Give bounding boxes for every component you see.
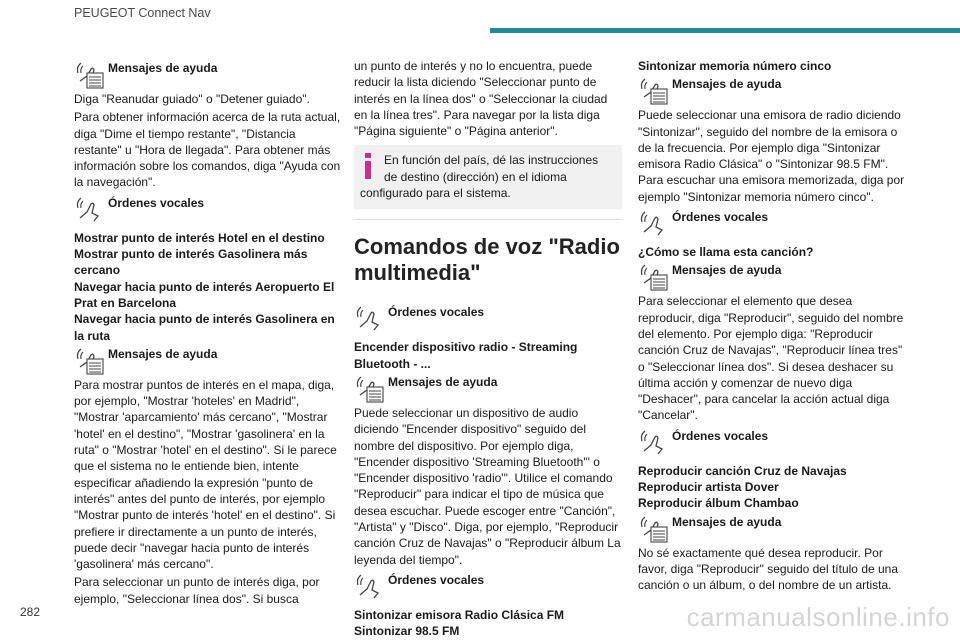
command-line: Sintonizar emisora Radio Clásica FM bbox=[354, 607, 565, 622]
command-line: Reproducir álbum Chambao bbox=[638, 496, 799, 511]
help-messages-heading bbox=[354, 372, 622, 403]
voice-commands-heading bbox=[354, 302, 622, 333]
command-line: Mostrar punto de interés Gasolinera más cercano bbox=[74, 247, 308, 278]
voice-help-icon bbox=[638, 513, 668, 543]
help-messages-label: Mensajes de ayuda bbox=[388, 374, 498, 389]
command-line: Reproducir artista Dover bbox=[638, 480, 779, 495]
voice-help-icon bbox=[354, 373, 384, 403]
command-line: Reproducir canción Cruz de Navajas bbox=[638, 463, 847, 478]
voice-command-icon bbox=[354, 571, 384, 601]
paragraph: Puede seleccionar un dispositivo de audio diciendo "Encender dispositivo" seguido del nombre del dispositivo. Por ejemplo diga, "Encender dispositivo 'Streaming Bluetooth'" o "Encender dispositivo 'radio'". Utilice el comando "Reproducir" para indicar el tipo de música que desea escuchar. Puede escoger entre "Canción", "Artista" y "Disco". Diga, por ejemplo, "Reproducir canción Cruz de Navajas" o "Reproducir álbum La leyenda del tiempo". bbox=[354, 405, 621, 567]
voice-command-icon bbox=[638, 427, 668, 457]
paragraph: un punto de interés y no lo encuentra, puede reducir la lista diciendo "Seleccionar punto de interés en la línea dos" o "Seleccionar la ciudad en la línea tres". Para navegar por la lista diga "Página siguiente" o "Página anterior". bbox=[354, 59, 608, 139]
help-messages-label: Mensajes de ayuda bbox=[108, 61, 218, 75]
voice-commands-heading bbox=[638, 426, 906, 457]
page-number: 282 bbox=[20, 605, 41, 619]
paragraph: Para seleccionar un punto de interés diga, por ejemplo, "Seleccionar línea dos". Si busca bbox=[74, 575, 320, 606]
voice-commands-label: Órdenes vocales bbox=[388, 305, 485, 320]
voice-commands-heading bbox=[74, 193, 342, 224]
paragraph: Para seleccionar el elemento que desea reproducir, diga "Reproducir", seguido del nombre del elemento. Por ejemplo diga: "Reproducir canción Cruz de Navajas", "Reproducir línea tres" o "Seleccionar línea dos". Si desea deshacer su última acción y comenzar de nuevo diga "Deshacer", para cancelar la acción actual diga "Cancelar". bbox=[638, 294, 904, 423]
command-line: Sintonizar 98.5 FM bbox=[354, 624, 460, 639]
voice-commands-label: Órdenes vocales bbox=[672, 428, 769, 443]
help-messages-heading bbox=[638, 260, 906, 291]
command-line: Encender dispositivo radio - Streaming Bluetooth - ... bbox=[354, 340, 578, 371]
voice-commands-label: Órdenes vocales bbox=[388, 572, 485, 587]
command-line: Navegar hacia punto de interés Gasolinera en la ruta bbox=[74, 312, 335, 343]
help-messages-label: Mensajes de ayuda bbox=[672, 263, 782, 278]
voice-help-icon bbox=[74, 59, 104, 89]
command-line: Sintonizar memoria número cinco bbox=[638, 59, 832, 73]
info-text: En función del país, dé las instrucciones de destino (dirección) en el idioma bbox=[384, 153, 599, 184]
paragraph: Para mostrar puntos de interés en el mapa, diga, por ejemplo, "Mostrar 'hoteles' en Madrid", "Mostrar 'aparcamiento' más cercano", "Mostrar 'hotel' en el destino", "Mostrar 'gasolinera' en la ruta" o "Mostrar 'hotel' en el destino". Si le parece que el sistema no le entiende bien, intente especificar añadiendo la expresión "punto de interés" antes del punto de interés, por ejemplo "Mostrar punto de interés 'hotel' en el destino". Si prefiere ir directamente a un punto de interés, puede decir "navegar hacia punto de interés 'gasolinera' más cercano". bbox=[74, 377, 337, 572]
voice-commands-heading bbox=[638, 207, 906, 238]
voice-command-icon bbox=[638, 208, 668, 238]
watermark: carmanualsonline.info bbox=[686, 602, 950, 632]
help-messages-heading bbox=[638, 74, 906, 105]
voice-command-icon bbox=[74, 194, 104, 224]
command-line: Navegar hacia punto de interés Aeropuerto El Prat en Barcelona bbox=[74, 279, 335, 310]
voice-help-icon bbox=[638, 75, 668, 105]
header-title: PEUGEOT Connect Nav bbox=[74, 6, 211, 20]
command-line: ¿Cómo se llama esta canción? bbox=[638, 245, 814, 260]
help-messages-heading bbox=[74, 58, 342, 89]
help-messages-label: Mensajes de ayuda bbox=[108, 346, 218, 361]
paragraph: Puede seleccionar una emisora de radio diciendo "Sintonizar", seguido del nombre de la emisora o de la frecuencia. Por ejemplo diga "Sintonizar emisora Radio Clásica" o "Sintonizar 98.5 FM". Para escuchar una emisora memorizada, diga por ejemplo "Sintonizar memoria número cinco". bbox=[638, 108, 905, 204]
voice-commands-label: Órdenes vocales bbox=[108, 195, 205, 210]
info-icon bbox=[362, 152, 376, 180]
section-title: Comandos de voz "Radio multimedia" bbox=[354, 219, 622, 300]
paragraph: No sé exactamente qué desea reproducir. Por favor, diga "Reproducir" seguido del título de una canción o un álbum, o del nombre de un artista. bbox=[638, 545, 899, 593]
voice-command-icon bbox=[354, 303, 384, 333]
header-accent-bar bbox=[490, 28, 960, 33]
voice-help-icon bbox=[638, 261, 668, 291]
info-box bbox=[354, 145, 622, 209]
help-messages-heading bbox=[74, 344, 342, 375]
help-messages-label: Mensajes de ayuda bbox=[672, 514, 782, 529]
column-1 bbox=[74, 58, 342, 609]
voice-commands-heading bbox=[354, 570, 622, 601]
paragraph: Diga "Reanudar guiado" o "Detener guiado". bbox=[74, 92, 310, 106]
column-3 bbox=[638, 58, 906, 596]
column-2 bbox=[354, 58, 622, 640]
voice-commands-label: Órdenes vocales bbox=[672, 210, 769, 225]
help-messages-heading bbox=[638, 512, 906, 543]
info-text: configurado para el sistema. bbox=[360, 186, 511, 201]
command-line: Mostrar punto de interés Hotel en el destino bbox=[74, 230, 325, 245]
voice-help-icon bbox=[74, 345, 104, 375]
paragraph: Para obtener información acerca de la ruta actual, diga "Dime el tiempo restante", "Distancia restante" u "Hora de llegada". Para obtener más información sobre los comandos, diga "Ayuda con la navegación". bbox=[74, 110, 341, 190]
help-messages-label: Mensajes de ayuda bbox=[672, 77, 782, 92]
